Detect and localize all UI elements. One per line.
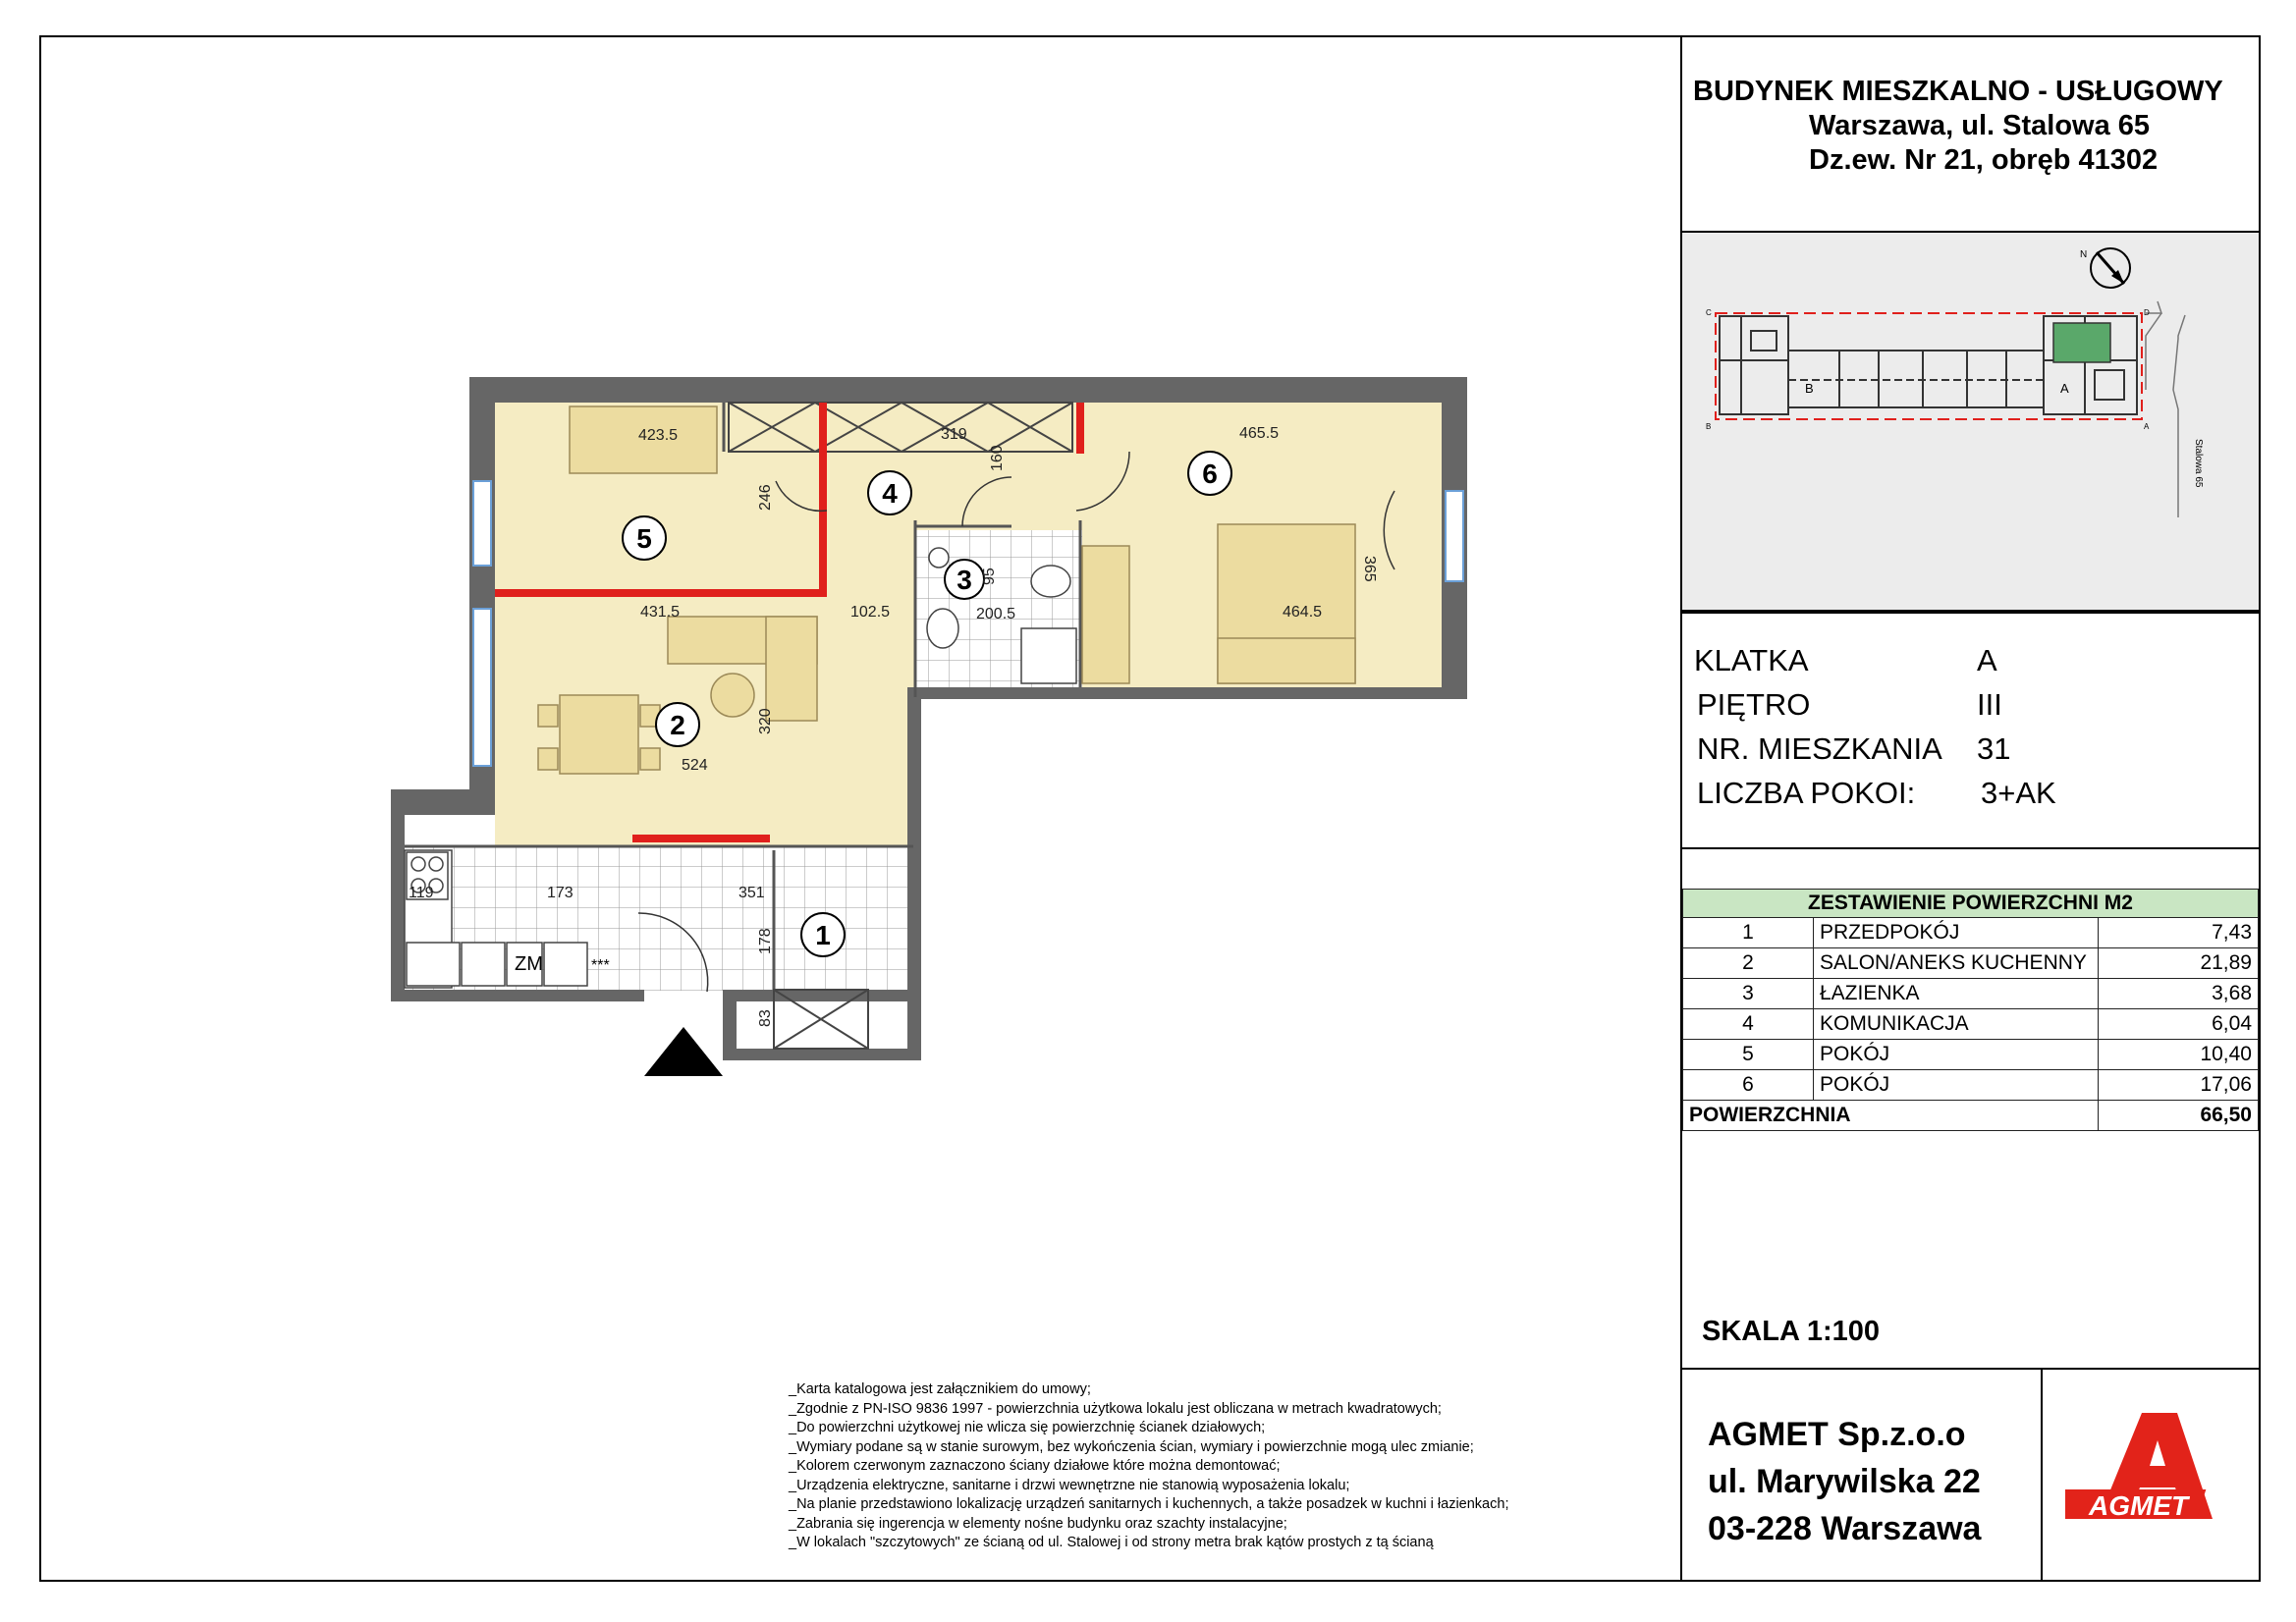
room-2-label: 2	[670, 710, 685, 740]
dim-173: 173	[547, 885, 574, 901]
building-name: BUDYNEK MIESZKALNO - USŁUGOWY	[1693, 76, 2223, 107]
company-city: 03-228 Warszawa	[1708, 1510, 1982, 1547]
corner-b-label: B	[1706, 422, 1712, 431]
floor-plan	[0, 0, 1669, 1100]
row-number: 2	[1683, 948, 1814, 979]
dim-178: 178	[757, 928, 774, 954]
room-area: 17,06	[2099, 1070, 2259, 1101]
unit-info	[1680, 612, 2261, 849]
room-1-label: 1	[815, 920, 831, 950]
company-name: AGMET Sp.z.o.o	[1708, 1416, 1966, 1453]
dim-4645: 464.5	[1283, 604, 1323, 621]
stair-b-label: B	[1805, 381, 1814, 396]
note-line: _Zabrania się ingerencja w elementy nośne budynku oraz szachty instalacyjne;	[789, 1515, 1287, 1532]
room-4-label: 4	[882, 478, 898, 509]
note-line: _W lokalach "szczytowych" ze ścianą od ul. Stalowej i od strony metra brak kątów prostych z tą ścianą	[789, 1535, 1434, 1550]
dim-246: 246	[757, 484, 774, 511]
row-number: 6	[1683, 1070, 1814, 1101]
washbasin	[1031, 566, 1070, 597]
notes	[789, 1380, 1508, 1553]
logo-text: AGMET	[2089, 1490, 2189, 1521]
stars-label: ***	[591, 957, 610, 974]
dim-1025: 102.5	[850, 604, 891, 621]
stair-a-label: A	[2060, 381, 2069, 396]
corner-c-label: C	[1706, 308, 1712, 317]
shower	[1021, 628, 1076, 683]
note-line: _Urządzenia elektryczne, sanitarne i drzwi wewnętrzne nie stanowią wyposażenia lokalu;	[789, 1477, 1350, 1493]
company-street: ul. Marywilska 22	[1708, 1463, 1981, 1500]
info-value-nr: 31	[1977, 731, 2011, 766]
room-area: 21,89	[2099, 948, 2259, 979]
room-name: POKÓJ	[1814, 1040, 2099, 1070]
room-5-label: 5	[636, 523, 652, 554]
dim-4655: 465.5	[1239, 425, 1280, 442]
sink	[462, 943, 505, 986]
dining-table	[560, 695, 638, 774]
note-line: _Wymiary podane są w stanie surowym, bez wykończenia ścian, wymiary i powierzchnie mogą ulec zmianie;	[789, 1438, 1474, 1455]
note-line: _Zgodnie z PN-ISO 9836 1997 - powierzchnia użytkowa lokalu jest obliczana w metrach kwadratowych;	[789, 1400, 1442, 1417]
company-block	[1680, 1368, 2261, 1582]
note-line: _Do powierzchni użytkowej nie wlicza się powierzchnię ścianek działowych;	[789, 1420, 1266, 1435]
area-table	[1682, 889, 2259, 1131]
dim-95: 95	[981, 568, 998, 585]
area-table-title: ZESTAWIENIE POWIERZCHNI M2	[1683, 890, 2259, 918]
row-number: 5	[1683, 1040, 1814, 1070]
note-line: _Na planie przedstawiono lokalizację urządzeń sanitarnych i kuchennych, a także posadzek w kuchni i łazienkach;	[789, 1496, 1509, 1512]
total-row	[1683, 1101, 2259, 1131]
street-label: Stalowa 65	[2193, 439, 2204, 488]
room-3-label: 3	[957, 565, 972, 595]
room-name: KOMUNIKACJA	[1814, 1009, 2099, 1040]
note-line: _Kolorem czerwonym zaznaczono ściany działowe które można demontować;	[789, 1458, 1281, 1474]
row-number: 3	[1683, 979, 1814, 1009]
room-name: ŁAZIENKA	[1814, 979, 2099, 1009]
table-row	[1683, 948, 2259, 979]
table-row	[1683, 918, 2259, 948]
total-label: POWIERZCHNIA	[1683, 1101, 2099, 1131]
info-label-pokoje: LICZBA POKOI:	[1697, 776, 1916, 810]
dim-2005: 200.5	[976, 606, 1016, 622]
north-arrow-icon	[2080, 248, 2130, 288]
room-area: 7,43	[2099, 918, 2259, 948]
zm-label: ZM	[515, 953, 543, 975]
info-label-klatka: KLATKA	[1694, 643, 1809, 677]
north-label: N	[2080, 249, 2088, 260]
company-address	[1708, 1411, 1981, 1552]
dim-160: 160	[989, 445, 1006, 471]
corner-d-label: D	[2144, 308, 2150, 317]
agmet-logo	[2065, 1409, 2242, 1537]
corner-a-label: A	[2144, 422, 2150, 431]
room-name: PRZEDPOKÓJ	[1814, 918, 2099, 948]
scale-label: SKALA 1:100	[1702, 1316, 1881, 1347]
dim-365: 365	[1361, 556, 1378, 582]
row-number: 4	[1683, 1009, 1814, 1040]
building-plot: Dz.ew. Nr 21, obręb 41302	[1809, 144, 2159, 176]
info-label-pietro: PIĘTRO	[1697, 687, 1811, 722]
room-name: SALON/ANEKS KUCHENNY	[1814, 948, 2099, 979]
dim-351: 351	[738, 885, 765, 901]
building-address: Warszawa, ul. Stalowa 65	[1809, 110, 2151, 141]
fridge	[544, 943, 587, 986]
dim-320: 320	[757, 708, 774, 734]
table-row	[1683, 979, 2259, 1009]
room-area: 6,04	[2099, 1009, 2259, 1040]
info-value-pietro: III	[1977, 687, 2002, 722]
table-row	[1683, 1009, 2259, 1040]
table-row	[1683, 1070, 2259, 1101]
info-value-klatka: A	[1977, 643, 1997, 677]
key-plan	[1682, 231, 2259, 612]
dim-83: 83	[757, 1009, 774, 1027]
washing-machine	[929, 548, 949, 568]
highlighted-unit	[2053, 323, 2110, 362]
room-6-label: 6	[1202, 459, 1218, 489]
total-value: 66,50	[2099, 1101, 2259, 1131]
note-line: _Karta katalogowa jest załącznikiem do umowy;	[789, 1381, 1091, 1397]
table-row	[1683, 1040, 2259, 1070]
dim-4235: 423.5	[638, 427, 679, 444]
building-header	[1693, 75, 2263, 178]
room-area: 3,68	[2099, 979, 2259, 1009]
dim-319: 319	[941, 426, 967, 443]
info-label-nr: NR. MIESZKANIA	[1697, 731, 1942, 766]
room-area: 10,40	[2099, 1040, 2259, 1070]
dim-4315: 431.5	[640, 604, 681, 621]
row-number: 1	[1683, 918, 1814, 948]
room-name: POKÓJ	[1814, 1070, 2099, 1101]
entrance-arrow-icon	[644, 1027, 723, 1076]
dim-119: 119	[409, 885, 434, 901]
dim-524: 524	[682, 757, 708, 774]
toilet	[927, 609, 958, 648]
info-value-pokoje: 3+AK	[1981, 776, 2056, 810]
key-plan-drawing	[1682, 233, 2255, 610]
